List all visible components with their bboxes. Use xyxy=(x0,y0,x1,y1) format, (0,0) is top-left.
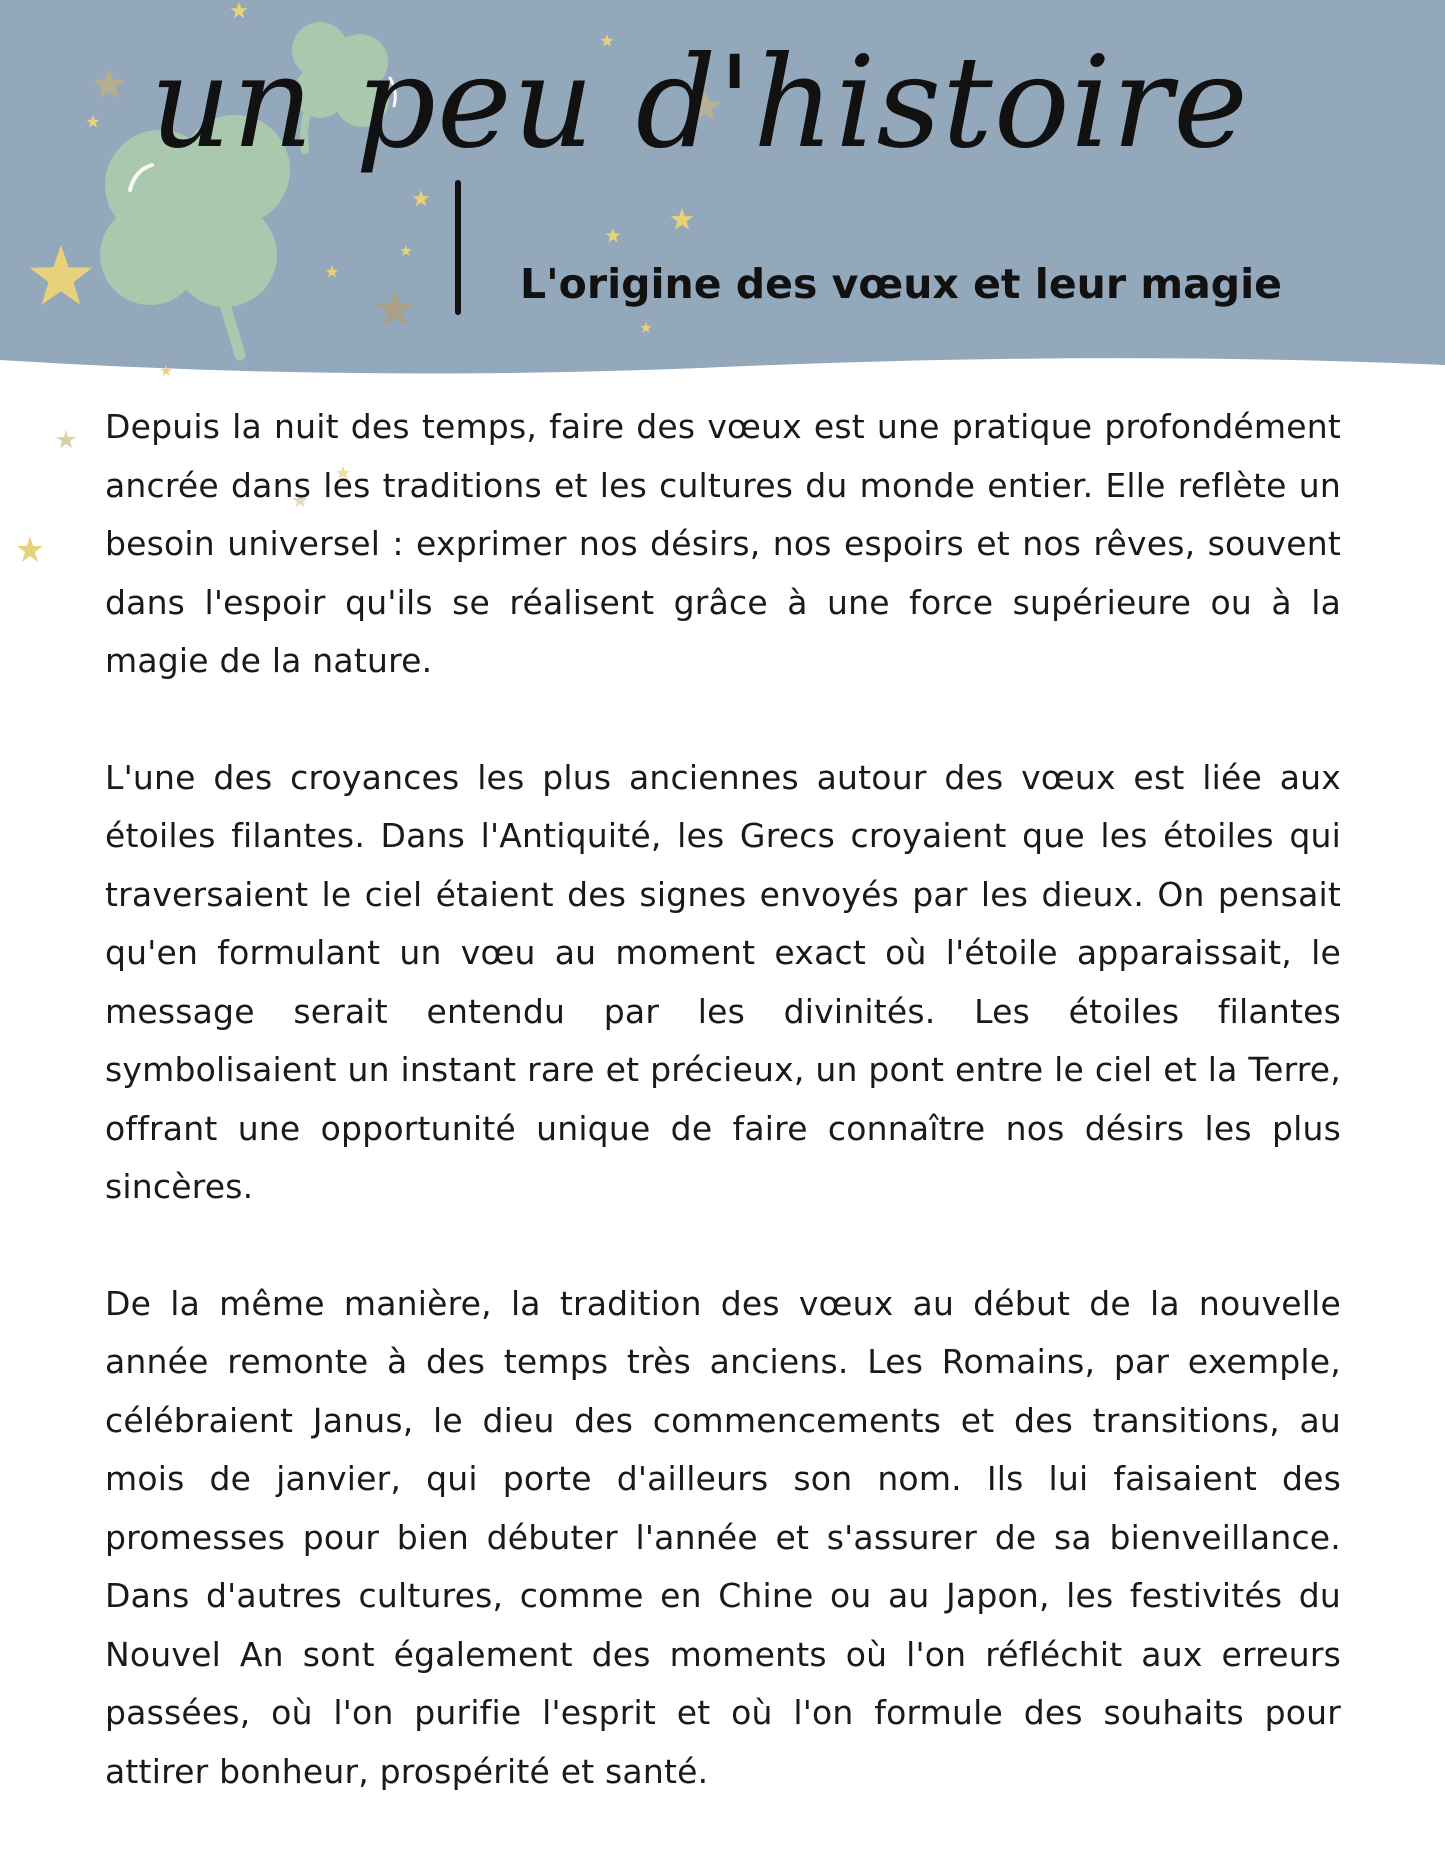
paragraph-wishes-origin: Depuis la nuit des temps, faire des vœux est une pratique profondément ancrée dans les traditions et les cultures du monde entier. Elle reflète un besoin universel : exprimer nos désirs, nos espoirs et nos rêves, souvent dans l'espoir qu'ils se réalisent grâce à une force supérieure ou à la magie de la nature. xyxy=(105,407,1341,680)
page-title: un peu d'histoire xyxy=(150,29,1249,176)
paragraph-shooting-stars: L'une des croyances les plus anciennes autour des vœux est liée aux étoiles filantes. Dans l'Antiquité, les Grecs croyaient que les étoiles qui traversaient le ciel étaient des signes envoyés par les dieux. On pensait qu'en formulant un vœu au moment exact où l'étoile apparaissait, le message serait entendu par les divinités. Les étoiles filantes symbolisaient un instant rare et précieux, un pont entre le ciel et la Terre, offrant une opportunité unique de faire connaître nos désirs les plus sincères. xyxy=(105,757,1341,1206)
paragraph-new-year: De la même manière, la tradition des vœux au début de la nouvelle année remonte à des temps très anciens. Les Romains, par exemple, célébraient Janus, le dieu des commencements et des transitions, au mois de janvier, qui porte d'ailleurs son nom. Ils lui faisaient des promesses pour bien débuter l'année et s'assurer de sa bienveillance. Dans d'autres cultures, comme en Chine ou au Japon, les festivités du Nouvel An sont également des moments où l'on réfléchit aux erreurs passées, où l'on purifie l'esprit et où l'on formule des souhaits pour attirer bonheur, prospérité et santé. xyxy=(105,1283,1341,1791)
page-subtitle: L'origine des vœux et leur magie xyxy=(520,260,1282,308)
article-body xyxy=(105,398,1341,1859)
title-flourish xyxy=(455,180,461,315)
